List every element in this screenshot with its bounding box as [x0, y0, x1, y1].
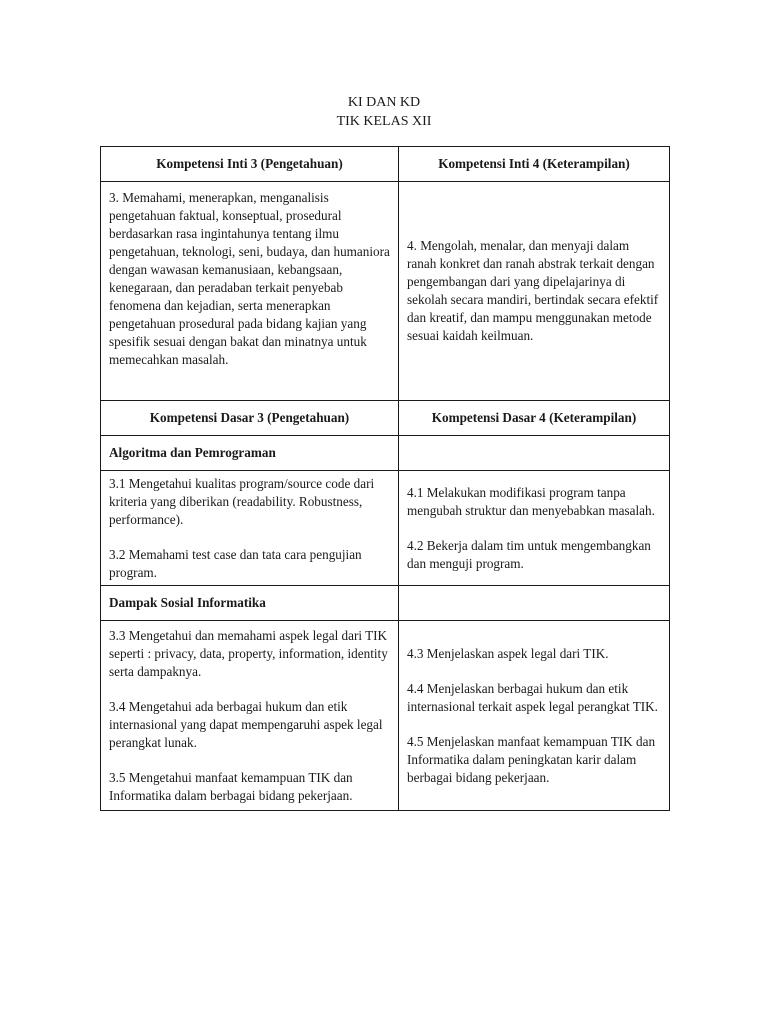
title-line-2: TIK KELAS XII	[336, 114, 432, 129]
kd-item-4-1: 4.1 Melakukan modifikasi program tanpa mengubah struktur dan menyebabkan masalah.	[407, 484, 655, 518]
section-title-algoritma: Algoritma dan Pemrograman	[101, 436, 399, 471]
kd-item-3-2: 3.2 Memahami test case dan tata cara pengujian program.	[109, 546, 362, 580]
dampak-kd4-cell	[399, 621, 670, 811]
kd-item-3-1: 3.1 Mengetahui kualitas program/source code dari kriteria yang diberikan (readability. Robustness, performance).	[109, 475, 375, 527]
ki-content-row	[101, 182, 670, 401]
ki-header-row	[101, 147, 670, 182]
algoritma-kd4-cell	[399, 471, 670, 586]
kd-item-4-5: 4.5 Menjelaskan manfaat kemampuan TIK dan Informatika dalam peningkatan karir dalam berbagai bidang pekerjaan.	[407, 733, 656, 785]
ki-kd-table	[100, 146, 670, 811]
kd-header-row	[101, 401, 670, 436]
section-row-dampak	[101, 586, 670, 621]
ki4-content: 4. Mengolah, menalar, dan menyaji dalam ranah konkret dan ranah abstrak terkait dengan pengembangan dari yang dipelajarinya di sekolah secara mandiri, bertindak secara efektif dan kreatif, dan mampu menggunakan metode sesuai kaidah keilmuan.	[399, 182, 670, 401]
kd-item-3-3: 3.3 Mengetahui dan memahami aspek legal dari TIK seperti : privacy, data, property, information, identity serta dampaknya.	[109, 627, 388, 679]
section-title-dampak: Dampak Sosial Informatika	[101, 586, 399, 621]
ki3-content: 3. Memahami, menerapkan, menganalisis pengetahuan faktual, konseptual, prosedural berdasarkan rasa ingintahunya tentang ilmu pengetahuan, teknologi, seni, budaya, dan humaniora dengan wawasan kemanusiaan, kebangsaan, kenegaraan, dan peradaban terkait penyebab fenomena dan kejadian, serta menerapkan pengetahuan prosedural pada bidang kajian yang spesifik sesuai dengan bakat dan minatnya untuk memecahkan masalah.	[101, 182, 399, 401]
kd4-header: Kompetensi Dasar 4 (Keterampilan)	[399, 401, 670, 436]
kd-item-3-4: 3.4 Mengetahui ada berbagai hukum dan etik internasional yang dapat mempengaruhi aspek legal perangkat lunak.	[109, 698, 383, 750]
dampak-kd3-cell	[101, 621, 399, 811]
algoritma-kd3-cell	[101, 471, 399, 586]
section-empty-cell	[399, 436, 670, 471]
ki3-header: Kompetensi Inti 3 (Pengetahuan)	[101, 147, 399, 182]
title-line-1: KI DAN KD	[347, 95, 421, 110]
section-row-algoritma	[101, 436, 670, 471]
kd-item-4-3: 4.3 Menjelaskan aspek legal dari TIK.	[407, 645, 609, 661]
dampak-kd-row	[101, 621, 670, 811]
algoritma-kd-row	[101, 471, 670, 586]
kd-item-3-5: 3.5 Mengetahui manfaat kemampuan TIK dan Informatika dalam berbagai bidang pekerjaan.	[109, 769, 353, 803]
document-title	[0, 93, 768, 131]
kd-item-4-4: 4.4 Menjelaskan berbagai hukum dan etik internasional terkait aspek legal perangkat TIK.	[407, 680, 658, 714]
ki4-header: Kompetensi Inti 4 (Keterampilan)	[399, 147, 670, 182]
section-empty-cell	[399, 586, 670, 621]
kd-item-4-2: 4.2 Bekerja dalam tim untuk mengembangkan dan menguji program.	[407, 537, 651, 571]
kd3-header: Kompetensi Dasar 3 (Pengetahuan)	[101, 401, 399, 436]
